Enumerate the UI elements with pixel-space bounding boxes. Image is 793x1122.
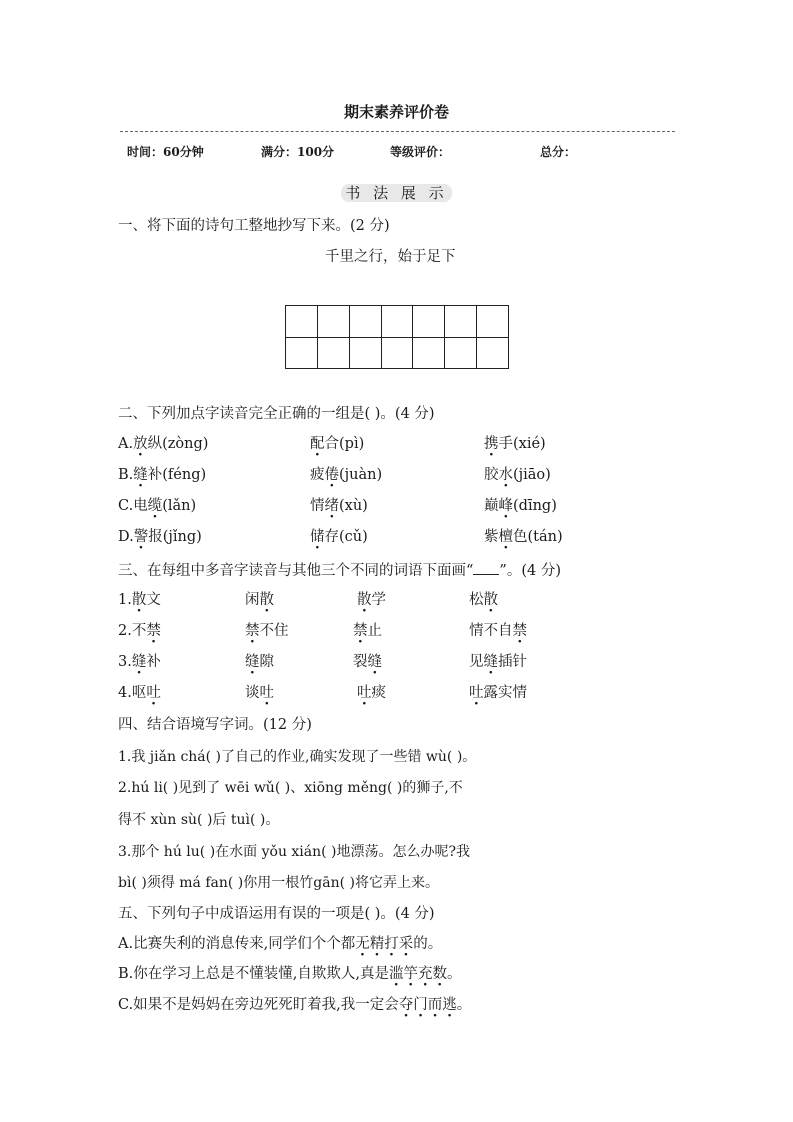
dashed-divider	[120, 131, 675, 132]
q3-word[interactable]: 吐痰	[357, 685, 386, 701]
score-label: 满分：100分	[261, 145, 335, 159]
q2-row-d-b: 储存(cǔ)	[310, 529, 368, 545]
q5-option-a[interactable]: A.比赛失利的消息传来,同学们个个都无精打采的。	[118, 936, 443, 952]
q2-row-a-c: 携手(xié)	[484, 436, 546, 452]
q2-row-a: A.放纵(zòng)	[118, 436, 209, 452]
q3-prompt: 三、在每组中多音字读音与其他三个不同的词语下面画“ ”。(4 分)	[118, 560, 561, 581]
section-heading: 书 法 展 示	[0, 182, 793, 203]
idiom-dotted: 滥竽充数	[388, 966, 447, 982]
q3-word[interactable]: 松散	[469, 592, 498, 608]
grid-cell[interactable]	[477, 338, 509, 370]
q3-word[interactable]: 缝隙	[245, 654, 274, 670]
q4-line-3[interactable]: 得不 xùn sù( )后 tuì( )。	[118, 812, 280, 828]
grid-cell[interactable]	[350, 306, 382, 338]
q2-row-b-c: 胶水(jiāo)	[484, 467, 551, 483]
time-label: 时间：60分钟	[127, 145, 204, 159]
grid-cell[interactable]	[350, 338, 382, 370]
q1-poem: 千里之行，始于足下	[325, 249, 456, 265]
page-title: 期末素养评价卷	[343, 103, 449, 121]
q3-word[interactable]: 禁不住	[245, 623, 289, 639]
q4-line-2[interactable]: 2.hú li( )见到了 wēi wǔ( )、xiōng měng( )的狮子,不	[118, 780, 463, 796]
q1-prompt: 一、将下面的诗句工整地抄写下来。(2 分)	[118, 218, 390, 234]
grid-cell[interactable]	[382, 338, 414, 370]
q4-prompt: 四、结合语境写字词。(12 分)	[118, 717, 312, 733]
q2-prompt: 二、下列加点字读音完全正确的一组是( )。(4 分)	[118, 406, 435, 422]
grid-cell[interactable]	[318, 306, 350, 338]
q2-row-d-c: 紫檀色(tán)	[484, 529, 563, 545]
q4-line-5[interactable]: bì( )须得 má fan( )你用一根竹gān( )将它弄上来。	[118, 875, 439, 891]
q3-word[interactable]: 散学	[357, 592, 386, 608]
q3-word[interactable]: 闲散	[245, 592, 274, 608]
grid-cell[interactable]	[413, 306, 445, 338]
grade-label: 等级评价：	[390, 145, 451, 159]
q3-word[interactable]: 情不自禁	[469, 623, 527, 639]
q2-row-b-b: 疲倦(juàn)	[310, 467, 383, 483]
q3-row-3: 3.缝补	[118, 654, 161, 670]
q3-word[interactable]: 见缝插针	[469, 654, 527, 670]
q2-row-c: C.电缆(lǎn)	[118, 498, 197, 514]
q2-row-c-c: 巅峰(dīng)	[484, 498, 557, 514]
q2-row-c-b: 情绪(xù)	[310, 498, 368, 514]
q4-line-1[interactable]: 1.我 jiǎn chá( )了自己的作业,确实发现了一些错 wù( )。	[118, 749, 477, 765]
idiom-dotted: 夺门而逃	[398, 997, 457, 1013]
underline-sample	[473, 560, 499, 575]
q5-option-c[interactable]: C.如果不是妈妈在旁边死死盯着我,我一定会夺门而逃。	[118, 997, 472, 1013]
q3-word[interactable]: 禁止	[353, 623, 382, 639]
grid-cell[interactable]	[382, 306, 414, 338]
q2-row-a-b: 配合(pì)	[310, 436, 365, 452]
q4-line-4[interactable]: 3.那个 hú lu( )在水面 yǒu xián( )地漂荡。怎么办呢?我	[118, 844, 471, 860]
idiom-dotted: 无精打采	[355, 936, 414, 952]
q3-row-1: 1.散文	[118, 592, 161, 608]
q3-word[interactable]: 吐露实情	[469, 685, 527, 701]
total-label: 总分：	[540, 145, 577, 159]
q5-prompt: 五、下列句子中成语运用有误的一项是( )。(4 分)	[118, 906, 435, 922]
q3-row-2: 2.不禁	[118, 623, 161, 639]
q2-row-d: D.警报(jǐng)	[118, 529, 202, 545]
grid-cell[interactable]	[413, 338, 445, 370]
grid-cell[interactable]	[477, 306, 509, 338]
q2-row-b: B.缝补(féng)	[118, 467, 207, 483]
q3-row-4: 4.呕吐	[118, 685, 161, 701]
q5-option-b[interactable]: B.你在学习上总是不懂装懂,自欺欺人,真是滥竽充数。	[118, 966, 462, 982]
copy-grid	[285, 305, 509, 369]
q3-word[interactable]: 谈吐	[245, 685, 274, 701]
q3-word[interactable]: 裂缝	[353, 654, 382, 670]
grid-cell[interactable]	[318, 338, 350, 370]
grid-cell[interactable]	[286, 306, 318, 338]
grid-cell[interactable]	[286, 338, 318, 370]
grid-cell[interactable]	[445, 306, 477, 338]
grid-cell[interactable]	[445, 338, 477, 370]
